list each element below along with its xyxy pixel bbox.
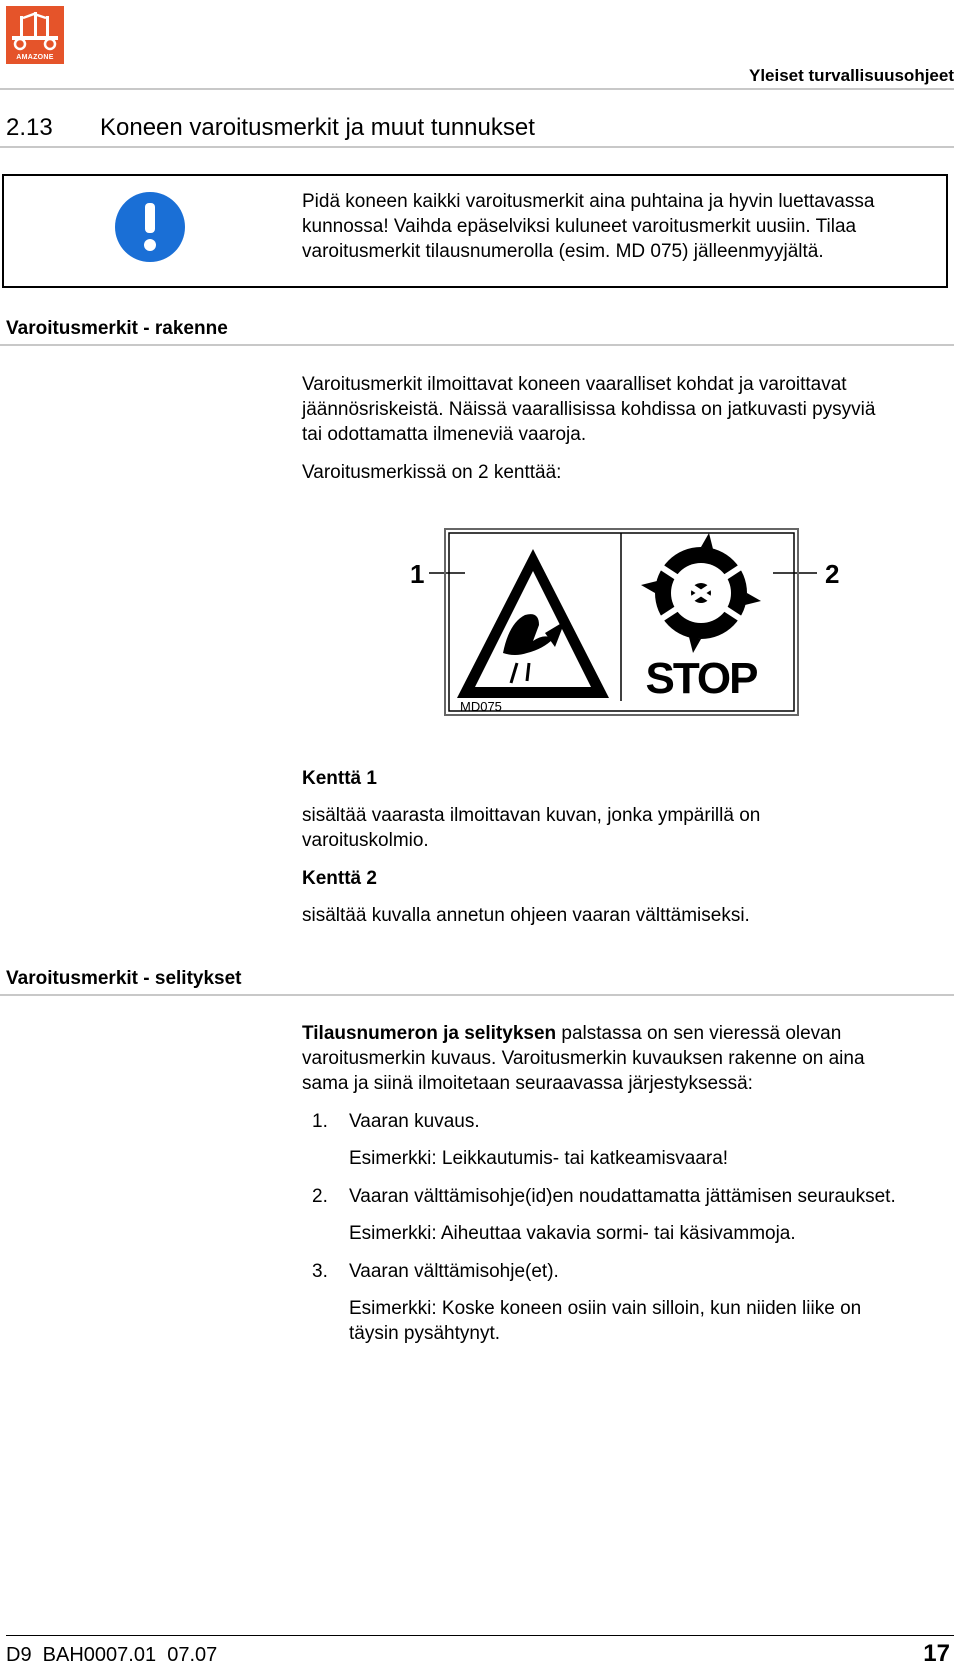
rakenne-intro-line: tai odottamatta ilmeneviä vaaroja. [302,424,587,445]
field1-line: sisältää vaarasta ilmoittavan kuvan, jonka ympärillä on [302,805,761,826]
selitykset-intro-rest: palstassa on sen vieressä olevan [556,1023,842,1044]
selitykset-rule [0,994,954,996]
list-item-text: Vaaran kuvaus. [349,1111,480,1132]
sign-label-1: 1 [410,559,425,589]
rakenne-heading: Varoitusmerkit - rakenne [6,318,228,339]
field1-text [302,803,760,853]
logo-text: AMAZONE [16,54,54,61]
footer-doc-id: D9 BAH0007.01 07.07 [6,1644,218,1666]
list-item-example [349,1296,861,1346]
stop-rotation-icon [641,533,761,653]
sign-label-2: 2 [825,559,840,589]
selitykset-intro-bold: Tilausnumeron ja selityksen [302,1023,557,1044]
logo-mark-icon [6,6,64,52]
fields-intro: Varoitusmerkissä on 2 kenttää: [302,462,562,483]
list-item-example-line: täysin pysähtynyt. [349,1323,501,1344]
amazone-logo [6,6,64,64]
warning-sign-illustration [405,523,845,723]
list-item-example: Esimerkki: Aiheuttaa vakavia sormi- tai käsivammoja. [349,1223,796,1244]
rakenne-rule [0,344,954,346]
section-number: 2.13 [6,114,53,141]
section-rule [0,146,954,148]
header-title: Yleiset turvallisuusohjeet [748,66,954,85]
list-item-text: Vaaran välttämisohje(id)en noudattamatta jättämisen seuraukset. [349,1186,896,1207]
field2-title: Kenttä 2 [302,868,377,889]
exclamation-circle-icon [114,191,186,263]
header-rule [0,88,954,90]
selitykset-heading: Varoitusmerkit - selitykset [6,968,242,989]
note-text [302,189,874,264]
rakenne-intro [302,372,875,447]
rakenne-intro-line: Varoitusmerkit ilmoittavat koneen vaaralliset kohdat ja varoittavat [302,374,847,395]
field2-text: sisältää kuvalla annetun ohjeen vaaran välttämiseksi. [302,905,750,926]
list-item-text: Vaaran välttämisohje(et). [349,1261,559,1282]
note-line: Pidä koneen kaikki varoitusmerkit aina puhtaina ja hyvin luettavassa [302,191,875,212]
selitykset-intro-line: sama ja siinä ilmoitetaan seuraavassa järjestyksessä: [302,1073,753,1094]
selitykset-intro [302,1021,952,1096]
warning-triangle-icon [457,549,609,698]
page-number: 17 [923,1640,950,1667]
list-item-number: 1. [312,1111,328,1132]
note-line: kunnossa! Vaihda epäselviksi kuluneet varoitusmerkit uusiin. Tilaa [302,216,857,237]
list-item-example-line: Esimerkki: Koske koneen osiin vain silloin, kun niiden liike on [349,1298,862,1319]
note-line: varoitusmerkit tilausnumerolla (esim. MD 075) jälleenmyyjältä. [302,241,824,262]
selitykset-intro-line: varoitusmerkin kuvaus. Varoitusmerkin kuvauksen rakenne on aina [302,1048,865,1069]
rakenne-intro-line: jäännösriskeistä. Näissä vaarallisissa kohdissa on jatkuvasti pysyviä [302,399,876,420]
section-title: Koneen varoitusmerkit ja muut tunnukset [100,114,535,141]
stop-text: STOP [645,654,757,703]
sign-code: MD075 [460,699,502,714]
selitykset-intro-line [302,1021,952,1046]
list-item-number: 2. [312,1186,328,1207]
footer-rule [6,1635,954,1636]
list-item-number: 3. [312,1261,328,1282]
list-item-example: Esimerkki: Leikkautumis- tai katkeamisvaara! [349,1148,729,1169]
field1-title: Kenttä 1 [302,768,377,789]
field1-line: varoituskolmio. [302,830,429,851]
